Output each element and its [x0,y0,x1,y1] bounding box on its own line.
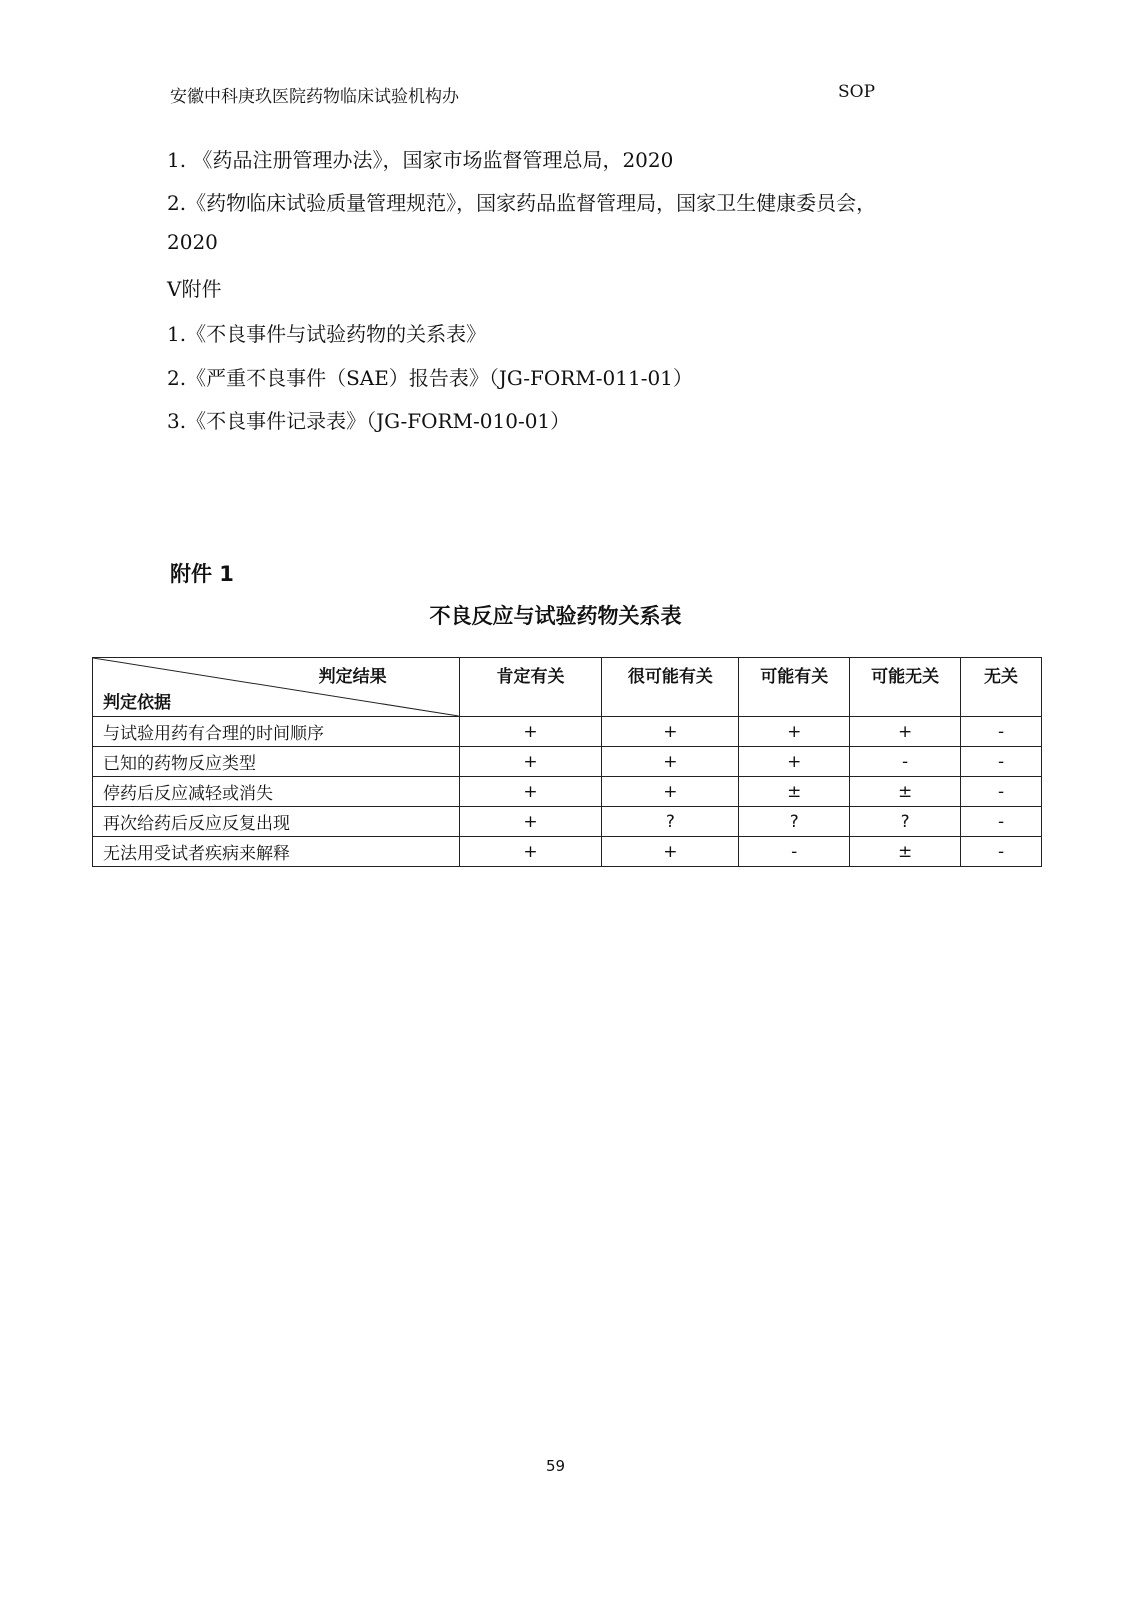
page-number: 59 [545,1457,566,1475]
row-criterion: 停药后反应减轻或消失 [93,777,460,807]
table-corner-cell [93,658,460,717]
column-header: 肯定有关 [459,658,602,717]
corner-label-basis: 判定依据 [103,693,171,713]
reference-1: 1. 《药品注册管理办法》，国家市场监督管理总局，2020 [167,148,674,172]
table-cell: ± [850,837,961,867]
table-row [93,807,1042,837]
attachment-2: 2.《严重不良事件（SAE）报告表》（JG-FORM-011-01） [167,366,693,390]
table-cell: + [739,747,850,777]
table-cell: + [602,837,739,867]
table-cell: + [459,807,602,837]
table-header-row [93,658,1042,717]
table-cell: - [961,837,1042,867]
table-cell: + [602,747,739,777]
table-cell: - [850,747,961,777]
column-header: 很可能有关 [602,658,739,717]
table-cell: - [961,747,1042,777]
table-cell: + [602,717,739,747]
table-cell: - [961,777,1042,807]
row-criterion: 与试验用药有合理的时间顺序 [93,717,460,747]
relationship-table [92,657,1042,867]
table-cell: ± [739,777,850,807]
table-cell: + [459,747,602,777]
attachment-1: 1.《不良事件与试验药物的关系表》 [167,322,487,346]
table-cell: + [739,717,850,747]
table-cell: + [459,777,602,807]
column-header: 可能有关 [739,658,850,717]
table-cell: ± [850,777,961,807]
row-criterion: 无法用受试者疾病来解释 [93,837,460,867]
reference-2: 2.《药物临床试验质量管理规范》，国家药品监督管理局，国家卫生健康委员会， [167,191,877,215]
table-cell: - [961,717,1042,747]
table-row [93,717,1042,747]
column-header: 可能无关 [850,658,961,717]
row-criterion: 已知的药物反应类型 [93,747,460,777]
corner-label-result: 判定结果 [318,667,387,687]
header-doc-type: SOP [838,82,876,102]
table-cell: + [602,777,739,807]
appendix-label: 附件 1 [170,562,234,586]
table-cell: ? [850,807,961,837]
reference-2-year: 2020 [167,230,218,254]
table-cell: + [459,837,602,867]
table-row [93,777,1042,807]
column-header: 无关 [961,658,1042,717]
table-cell: - [961,807,1042,837]
table-cell: - [739,837,850,867]
attachment-3: 3.《不良事件记录表》（JG-FORM-010-01） [167,409,571,433]
section-heading: Ⅴ附件 [167,277,222,301]
table-row [93,837,1042,867]
table-row [93,747,1042,777]
table-cell: + [459,717,602,747]
table-cell: + [850,717,961,747]
row-criterion: 再次给药后反应反复出现 [93,807,460,837]
table-cell: ? [602,807,739,837]
table-cell: ? [739,807,850,837]
header-organization: 安徽中科庚玖医院药物临床试验机构办 [170,87,459,107]
table-title: 不良反应与试验药物关系表 [429,604,682,628]
